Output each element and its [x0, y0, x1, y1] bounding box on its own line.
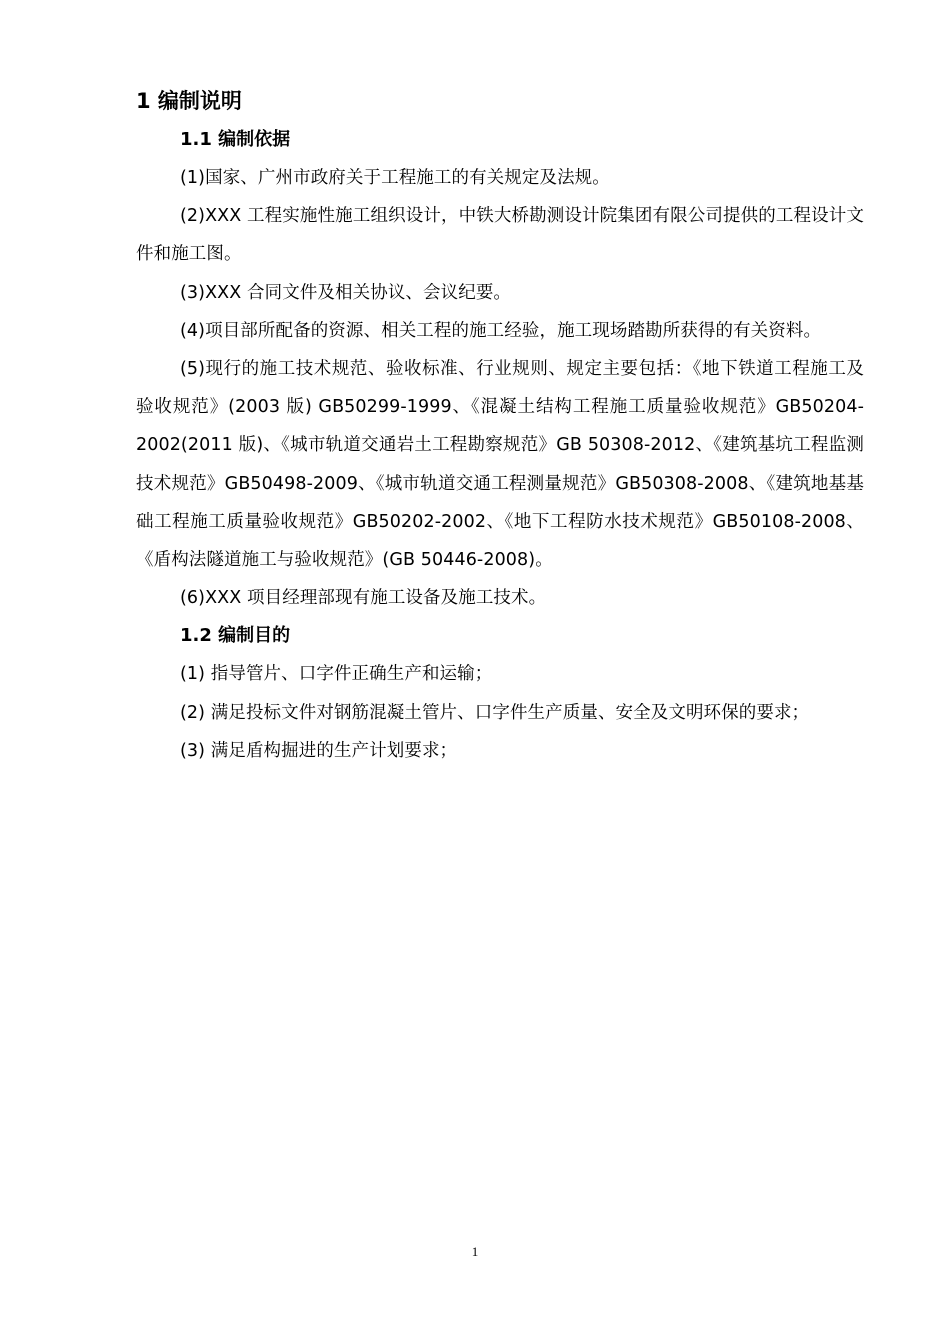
section-basis [136, 121, 864, 617]
paragraph: (1) 指导管片、口字件正确生产和运输； [180, 664, 493, 685]
paragraph: (2) 满足投标文件对钢筋混凝土管片、口字件生产质量、安全及文明环保的要求； [180, 702, 810, 723]
paragraph: (4)项目部所配备的资源、相关工程的施工经验，施工现场踏勘所获得的有关资料。 [180, 320, 822, 341]
paragraph: (1)国家、广州市政府关于工程施工的有关规定及法规。 [180, 168, 610, 188]
section-purpose [136, 617, 864, 770]
document-page [136, 82, 864, 770]
page-number: 1 [471, 1244, 479, 1259]
paragraph: (5)现行的施工技术规范、验收标准、行业规则、规定主要包括：《地下铁道工程施工及验收规范》(2003 版) GB50299-1999、《混凝土结构工程施工质量验收规范》GB50204-2002(2011 版)、《城市轨道交通岩土工程勘察规范》GB 50308-2012、《建筑基坑工程监测技术规范》GB50498-2009、《城市轨道交通工程测量规范》GB50308-2008、《建筑地基基础工程施工质量验收规范》GB50202-2002、《地下工程防水技术规范》GB50108-2008、《盾构法隧道施工与验收规范》(GB 50446-2008)。 [136, 359, 864, 571]
paragraph: (3) 满足盾构掘进的生产计划要求； [180, 740, 458, 761]
chapter-heading: 1 编制说明 [136, 89, 242, 113]
paragraph: (6)XXX 项目经理部现有施工设备及施工技术。 [180, 588, 547, 609]
section-title-purpose: 1.2 编制目的 [180, 625, 291, 647]
section-title-basis: 1.1 编制依据 [180, 129, 291, 150]
paragraph: (2)XXX 工程实施性施工组织设计，中铁大桥勘测设计院集团有限公司提供的工程设计文件和施工图。 [136, 206, 864, 265]
paragraph: (3)XXX 合同文件及相关协议、会议纪要。 [180, 282, 512, 303]
